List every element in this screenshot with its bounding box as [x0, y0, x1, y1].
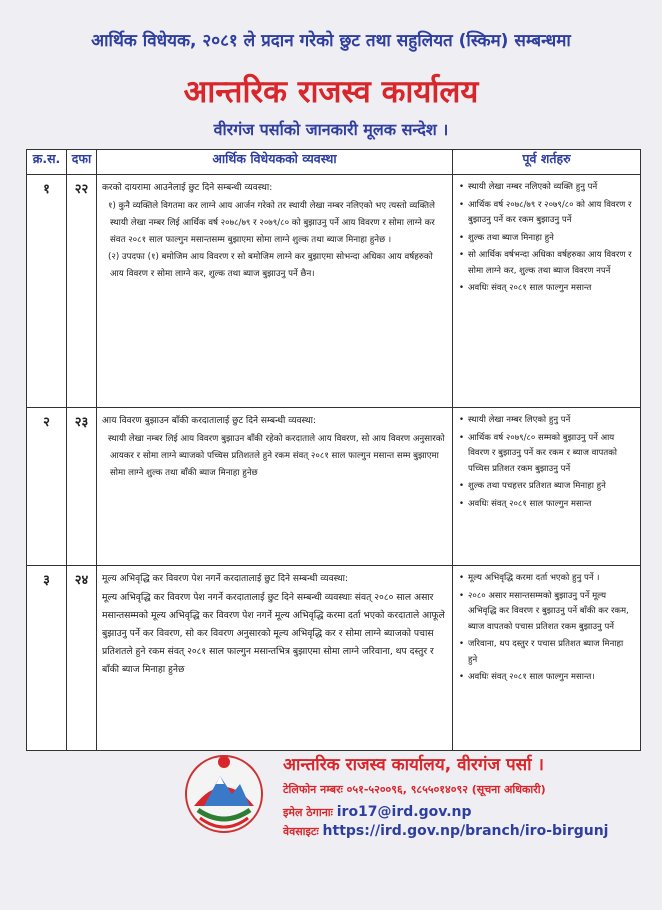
condition-item: • आर्थिक वर्ष २०७९/८० सम्मको बुझाउनु पर्ने आय विवरण र बुझाउनु पर्ने कर रकम र ब्याज वापतको पच्चिस प्रतिशत रकम बुझाउनु पर्ने — [458, 431, 635, 478]
footer-office-name: आन्तरिक राजस्व कार्यालय, वीरगंज पर्सा । — [283, 755, 544, 775]
row-sn: १ — [27, 175, 67, 408]
col-header-provision: आर्थिक विधेयकको व्यवस्था — [97, 150, 453, 175]
provision-paragraph: मूल्य अभिवृद्धि कर विवरण पेश नगर्ने करदातालाई छुट दिने सम्बन्धी व्यवस्थाः संवत् २०८० साल असार मसान्तसम्मको मूल्य अभिवृद्धि कर विवरण पेश नगर्ने मूल्य अभिवृद्धि करमा दर्ता भएको करदाताले आफूले बुझाउनु पर्ने कर विवरण, सो कर विवरण अनुसारको मूल्य अभिवृद्धि कर र सोमा लाग्ने ब्याजको पचास प्रतिशतले हुने रकम संवत् २०८१ साल फाल्गुन मसान्तभित्र बुझाएमा सोमा लाग्ने जरिवाना, थप दस्तुर र बाँकी ब्याज मिनाहा हुनेछ — [102, 592, 445, 675]
nepal-emblem-logo — [180, 748, 268, 838]
condition-item: • स्थायी लेखा नम्बर लिएको हुनु पर्ने — [458, 413, 635, 429]
email-label: इमेल ठेगानाः — [283, 806, 333, 819]
condition-item: • शुल्क तथा पचहत्तर प्रतिशत ब्याज मिनाहा हुने — [458, 479, 635, 495]
notice-subtitle: वीरगंज पर्साको जानकारी मूलक सन्देश । — [213, 120, 449, 139]
col-header-conditions: पूर्व शर्तहरु — [453, 150, 641, 175]
provision-title: मूल्य अभिवृद्धि कर विवरण पेश नगर्ने करदातालाई छुट दिने सम्बन्धी व्यवस्था: — [102, 574, 349, 584]
condition-item: • स्थायी लेखा नम्बर नलिएको व्यक्ति हुनु पर्ने — [458, 180, 635, 196]
table-row — [27, 566, 641, 751]
notice-topline: आर्थिक विधेयक, २०८१ ले प्रदान गरेको छुट तथा सहुलियत (स्किम) सम्बन्धमा — [91, 31, 571, 51]
provision-title: करको दायरामा आउनेलाई छुट दिने सम्बन्धी व्यवस्था: — [102, 183, 273, 193]
website-link[interactable]: https://ird.gov.np/branch/iro-birgunj — [322, 823, 609, 839]
phone-label: टेलिफोन नम्बरः — [283, 783, 343, 796]
provision-paragraph: स्थायी लेखा नम्बर लिई आय विवरण बुझाउन बाँकी रहेको करदाताले आय विवरण, सो आय विवरण अनुसारको आयकर र सोमा लाग्ने ब्याजको पच्चिस प्रतिशतले हुने रकम संवत् २०८१ साल फाल्गुन मसान्त सम्म बुझाएमा सोमा लाग्ने शुल्क तथा बाँकी ब्याज मिनाहा हुनेछ — [108, 434, 445, 478]
row-conditions — [453, 566, 641, 751]
provision-paragraph: १) कुनै व्यक्तिले विगतमा कर लाग्ने आय आर्जन गरेको तर स्थायी लेखा नम्बर नलिएको भए त्यस्तो व्यक्तिले स्थायी लेखा नम्बर लिई आर्थिक वर्ष २०७८/७९ र २०७९/८० को बुझाउनु पर्ने आय विवरण र सोमा लाग्ने कर संवत २०८१ साल फाल्गुन मसान्तसम्म बुझाएमा सोमा लाग्ने शुल्क तथा ब्याज मिनाहा हुनेछ । — [108, 201, 435, 245]
row-provision — [97, 408, 453, 566]
row-dafa: २४ — [67, 566, 97, 751]
condition-item: • आर्थिक वर्ष २०७८/७९ र २०७९/८० को आय विवरण र बुझाउनु पर्ने कर रकम बुझाउनु पर्ने — [458, 198, 635, 229]
footer-website-line — [283, 823, 608, 839]
row-dafa: २३ — [67, 408, 97, 566]
row-sn: ३ — [27, 566, 67, 751]
row-provision — [97, 566, 453, 751]
table-header-row — [27, 150, 641, 175]
condition-item: • जरिवाना, थप दस्तुर र पचास प्रतिशत ब्याज मिनाहा हुने — [458, 637, 635, 668]
condition-item: • अवधिः संवत् २०८१ साल फाल्गुन मसान्त — [458, 497, 635, 513]
col-header-dafa: दफा — [67, 150, 97, 175]
website-label: वेवसाइटः — [283, 825, 319, 838]
condition-item: • सो आर्थिक वर्षभन्दा अधिका वर्षहरुका आय विवरण र सोमा लाग्ने कर, शुल्क तथा ब्याज विवरण नपर्ने — [458, 248, 635, 279]
row-sn: २ — [27, 408, 67, 566]
scheme-table — [26, 149, 641, 751]
table-row — [27, 175, 641, 408]
email-link[interactable]: iro17@ird.gov.np — [336, 804, 472, 820]
table-row — [27, 408, 641, 566]
provision-title: आय विवरण बुझाउन बाँकी करदातालाई छुट दिने सम्बन्धी व्यवस्था: — [102, 416, 316, 426]
condition-item: • अवधिः संवत् २०८१ साल फाल्गुन मसान्त। — [458, 670, 635, 686]
col-header-sn: क्र.स. — [27, 150, 67, 175]
phone-value: ०५१-५२००९६, ९८५५०१४०९२ (सूचना अधिकारी) — [346, 783, 546, 796]
office-title: आन्तरिक राजस्व कार्यालय — [183, 74, 479, 110]
condition-item: • अवधिः संवत् २०८१ साल फाल्गुन मसान्त — [458, 281, 635, 297]
row-conditions — [453, 175, 641, 408]
provision-paragraph: (२) उपदफा (१) बमोजिम आय विवरण र सो बमोजिम लाग्ने कर बुझाएमा सोभन्दा अधिका आय वर्षहरुको आय विवरण र सोमा लाग्ने कर, शुल्क तथा ब्याज बुझाउनु पर्ने छैन। — [108, 252, 433, 279]
row-dafa: २२ — [67, 175, 97, 408]
footer-email-line — [283, 804, 472, 820]
condition-item: • मूल्य अभिवृद्धि करमा दर्ता भएको हुनु पर्ने । — [458, 571, 635, 587]
footer-phone-line — [283, 782, 546, 797]
row-conditions — [453, 408, 641, 566]
condition-item: • शुल्क तथा ब्याज मिनाहा हुने — [458, 231, 635, 247]
row-provision — [97, 175, 453, 408]
condition-item: • २०८० असार मसान्तसम्मको बुझाउनु पर्ने मूल्य अभिवृद्धि कर विवरण र बुझाउनु पर्ने बाँकी कर रकम, ब्याज वापतको पचास प्रतिशत रकम बुझाउनु पर्ने — [458, 589, 635, 636]
